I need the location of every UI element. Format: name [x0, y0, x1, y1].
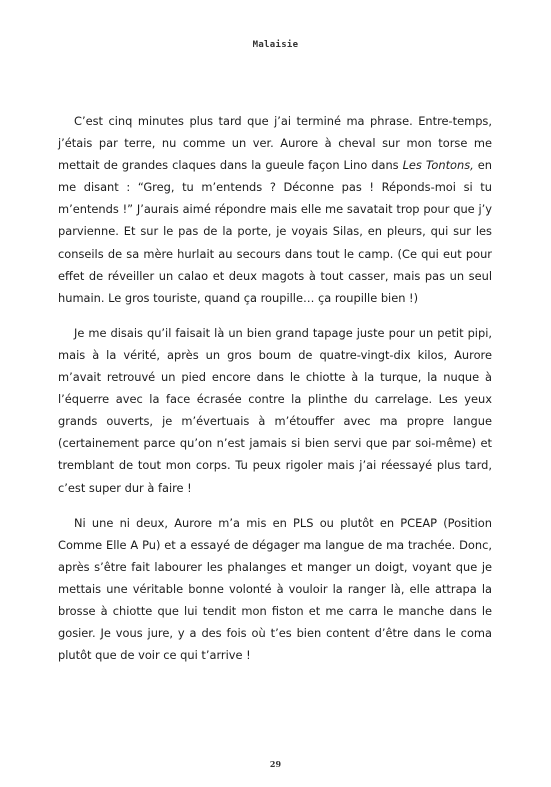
- paragraph-1-text-start: C’est cinq minutes plus tard que j’ai terminé ma phrase. Entre-temps, j’étais par terre, nu comme un ver. Aurore à cheval sur mon torse me mettait de grandes claques dans la gueule façon Lino dans: [58, 114, 492, 173]
- page-number: 29: [269, 759, 282, 769]
- paragraph-3: Ni une ni deux, Aurore m’a mis en PLS ou plutôt en PCEAP (Position Comme Elle A Pu) et a essayé de dégager ma langue de ma trachée. Donc, après s’être fait labourer les phalanges et manger un doigt, voyant que je mettais une véritable bonne volonté à vouloir la ranger là, elle attrapa la brosse à chiotte que lui tendit mon fiston et me carra le manche dans le gosier. Je vous jure, y a des fois où t’es bien content d’être dans le coma plutôt que de voir ce qui t’arrive !: [58, 515, 492, 663]
- paragraph-1: [58, 110, 492, 309]
- film-title-italic: Les Tontons,: [402, 158, 474, 173]
- body-text: [58, 110, 492, 679]
- paragraph-1-text-end: en me disant : “Greg, tu m’entends ? Déconne pas ! Réponds-moi si tu m’entends !” J’aurais aimé répondre mais elle me savatait trop pour que j’y parvienne. Et sur le pas de la porte, je voyais Silas, en pleurs, qui sur les conseils de sa mère hurlait au secours dans tout le camp. (Ce qui eut pour effet de réveiller un calao et deux magots à tout casser, mais pas un seul humain. Le gros touriste, quand ça roupille… ça roupille bien !): [58, 158, 492, 305]
- running-title: Malaisie: [252, 40, 299, 50]
- paragraph-2: Je me disais qu’il faisait là un bien grand tapage juste pour un petit pipi, mais à la vérité, après un gros boum de quatre-vingt-dix kilos, Aurore m’avait retrouvé un pied encore dans le chiotte à la turque, la nuque à l’équerre avec la face écrasée contre la plinthe du carrelage. Les yeux grands ouverts, je m’évertuais à m’étouffer avec ma propre langue (certainement parce qu’on n’est jamais si bien servi que par soi-même) et tremblant de tout mon corps. Tu peux rigoler mais j’ai réessayé plus tard, c’est super dur à faire !: [58, 325, 492, 495]
